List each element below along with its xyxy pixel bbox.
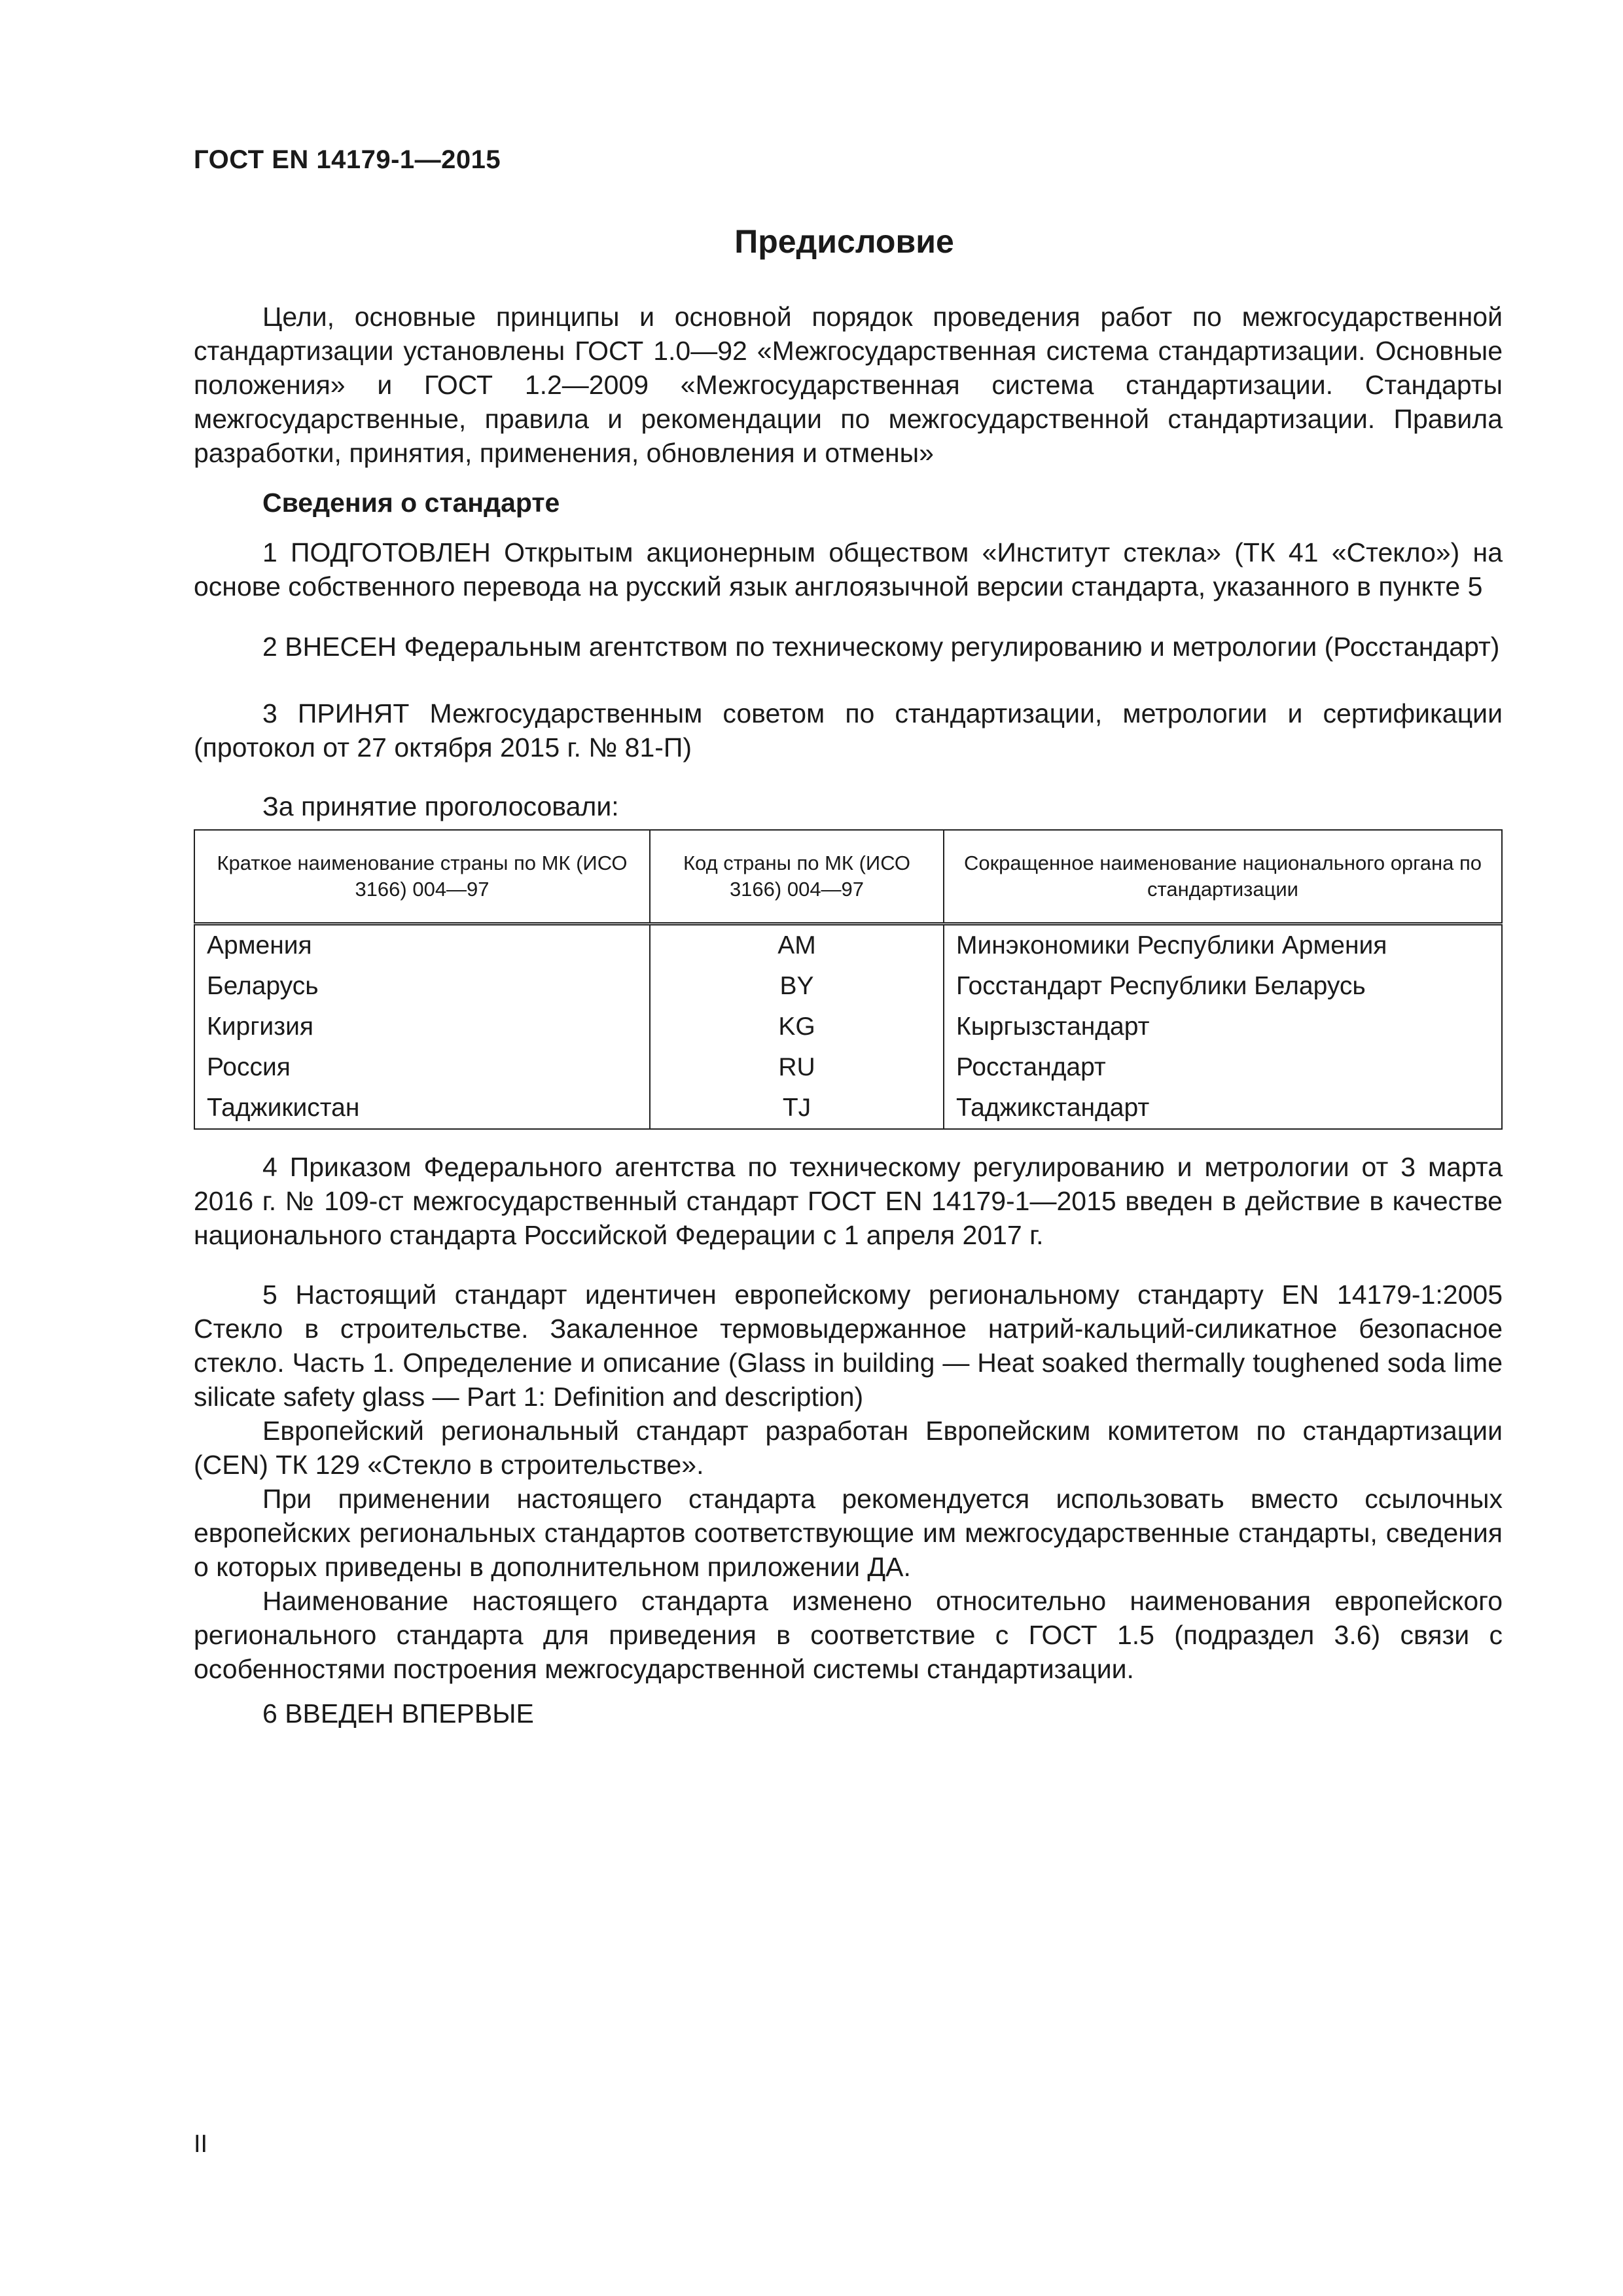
code-cell: AM — [650, 924, 944, 967]
country-cell: Киргизия — [194, 1007, 650, 1047]
code-cell: RU — [650, 1047, 944, 1088]
body-cell: Госстандарт Республики Беларусь — [944, 966, 1502, 1007]
item-3-section — [194, 696, 1503, 764]
table-header-row — [194, 830, 1502, 924]
item-1-section — [194, 535, 1503, 603]
item-6-paragraph: 6 ВВЕДЕН ВПЕРВЫЕ — [262, 1698, 534, 1729]
item-6-section — [194, 1696, 1503, 1731]
body-cell: Минэкономики Республики Армения — [944, 924, 1502, 967]
voting-table — [194, 829, 1503, 1130]
code-cell: TJ — [650, 1088, 944, 1129]
item-5-naming-paragraph: Наименование настоящего стандарта изменено относительно наименования европейского регионального стандарта для приведения в соответствие с ГОСТ 1.5 (подраздел 3.6) связи с особенностями построения межгосударственной системы стандартизации. — [194, 1586, 1503, 1684]
info-heading-section — [194, 486, 1503, 520]
body-cell: Кыргызстандарт — [944, 1007, 1502, 1047]
country-cell: Таджикистан — [194, 1088, 650, 1129]
country-cell: Беларусь — [194, 966, 650, 1007]
item-2-section — [194, 630, 1503, 664]
table-row — [194, 966, 1502, 1007]
vote-intro-section — [194, 789, 1503, 823]
vote-intro: За принятие проголосовали: — [262, 791, 619, 821]
item-5-cen-paragraph: Европейский региональный стандарт разработан Европейским комитетом по стандартизации (CEN) ТК 129 «Стекло в строительстве». — [194, 1416, 1503, 1480]
item-5-references-paragraph: При применении настоящего стандарта рекомендуется использовать вместо ссылочных европейских региональных стандартов соответствующие им межгосударственные стандарты, сведения о которых приведены в дополнительном приложении ДА. — [194, 1484, 1503, 1582]
table-header-body: Сокращенное наименование национального органа по стандартизации — [944, 830, 1502, 924]
body-cell: Росстандарт — [944, 1047, 1502, 1088]
item-3-paragraph: 3 ПРИНЯТ Межгосударственным советом по стандартизации, метрологии и сертификации (протокол от 27 октября 2015 г. № 81-П) — [194, 698, 1503, 762]
item-4-paragraph: 4 Приказом Федерального агентства по техническому регулированию и метрологии от 3 марта 2016 г. № 109-ст межгосударственный стандарт ГОСТ EN 14179-1—2015 введен в действие в качестве национального стандарта Российской Федерации с 1 апреля 2017 г. — [194, 1152, 1503, 1250]
table-row — [194, 924, 1502, 967]
country-cell: Россия — [194, 1047, 650, 1088]
country-cell: Армения — [194, 924, 650, 967]
intro-paragraph: Цели, основные принципы и основной порядок проведения работ по межгосударственной стандартизации установлены ГОСТ 1.0—92 «Межгосударственная система стандартизации. Основные положения» и ГОСТ 1.2—2009 «Межгосударственная система стандартизации. Стандарты межгосударственные, правила и рекомендации по межгосударственной стандартизации. Правила разработки, принятия, применения, обновления и отмены» — [194, 302, 1503, 468]
table-row — [194, 1047, 1502, 1088]
item-4-section — [194, 1150, 1503, 1252]
code-cell: KG — [650, 1007, 944, 1047]
table-row — [194, 1007, 1502, 1047]
code-cell: BY — [650, 966, 944, 1007]
table-header-code: Код страны по МК (ИСО 3166) 004—97 — [650, 830, 944, 924]
item-2-paragraph: 2 ВНЕСЕН Федеральным агентством по техническому регулированию и метрологии (Росстандарт) — [262, 632, 1500, 662]
body-cell: Таджикстандарт — [944, 1088, 1502, 1129]
section-title: Предисловие — [734, 223, 954, 260]
item-5-section — [194, 1278, 1503, 1686]
item-1-paragraph: 1 ПОДГОТОВЛЕН Открытым акционерным обществом «Институт стекла» (ТК 41 «Стекло») на основе собственного перевода на русский язык англоязычной версии стандарта, указанного в пункте 5 — [194, 537, 1503, 601]
table-header-country: Краткое наименование страны по МК (ИСО 3166) 004—97 — [194, 830, 650, 924]
table-row — [194, 1088, 1502, 1129]
item-5-paragraph: 5 Настоящий стандарт идентичен европейскому региональному стандарту EN 14179-1:2005 Стекло в строительстве. Закаленное термовыдержанное натрий-кальций-силикатное безопасное стекло. Часть 1. Определение и описание (Glass in building — Heat soaked thermally toughened soda lime silicate safety glass — Part 1: Definition and description) — [194, 1280, 1503, 1412]
intro-section — [194, 300, 1503, 470]
document-code: ГОСТ EN 14179-1—2015 — [194, 145, 501, 174]
page-number: II — [194, 2130, 208, 2158]
info-heading: Сведения о стандарте — [262, 488, 560, 518]
